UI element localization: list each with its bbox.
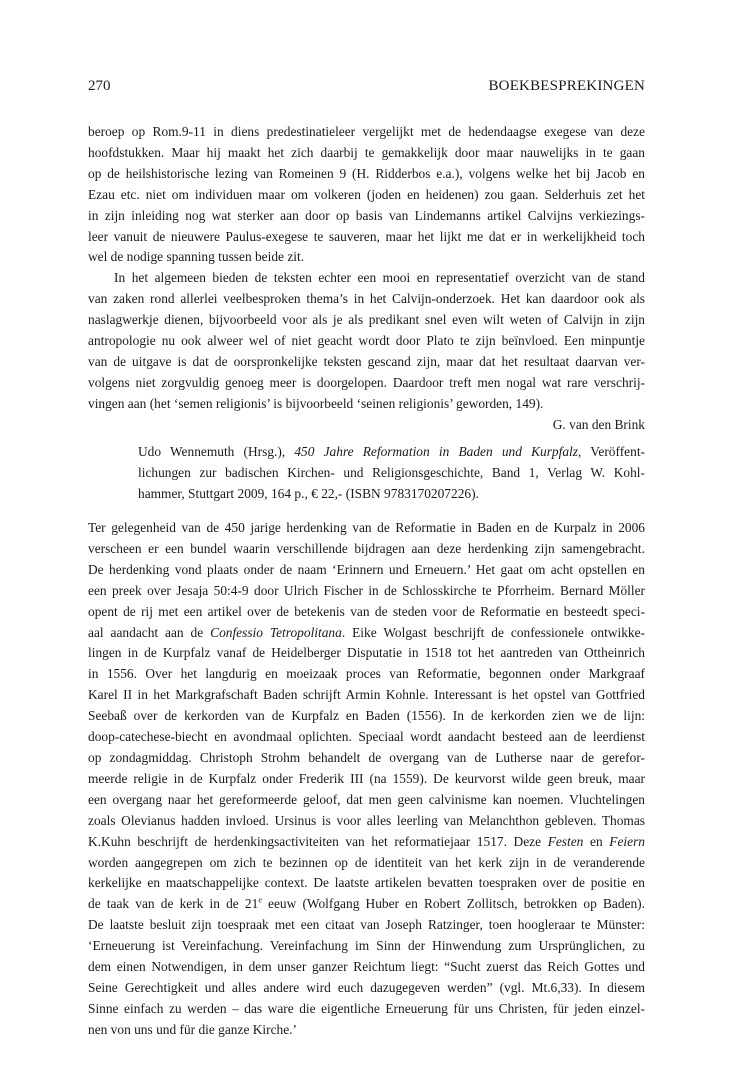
- text-segment: aal aandacht aan de: [88, 624, 211, 640]
- text-line: in zijn inleiding nog wat sterker aan door op basis van Lindemanns artikel Calvijns verkiezings-: [88, 207, 645, 223]
- text-line: Ezau etc. niet om individuen maar om volkeren (joden en heidenen) zou gaan. Selderhuis zet het: [88, 186, 645, 202]
- text-line: [88, 832, 645, 853]
- text-line: volgens niet zorgvuldig genoeg meer is doorgelopen. Daardoor treft men nogal wat rare verschrij-: [88, 374, 645, 390]
- text-line: kerkelijke en maatschappelijke context. De laatste artikelen bevatten toespraken over de positie en: [88, 875, 645, 891]
- text-line: [88, 894, 645, 915]
- text-line: van zaken rond allerlei veelbesproken thema’s in het Calvijn-onderzoek. Het kan daardoor ook als: [88, 291, 645, 307]
- text-line: ‘Erneuerung ist Vereinfachung. Vereinfachung im Sinn der Hinwendung zum Ursprünglichen, zu: [88, 938, 645, 954]
- italic-word: Festen: [547, 833, 584, 849]
- text-segment: K.Kuhn beschrijft de herdenkingsactiviteiten van het reformatiejaar 1517. Deze: [88, 833, 548, 849]
- text-line: van de uitgave is dat de oorspronkelijke teksten gescand zijn, maar dat het resultaat daarvan ver-: [88, 353, 645, 369]
- text-line: opent de rij met een artikel over de betekenis van de steden voor de Reformatie en besteedt speci-: [88, 603, 645, 619]
- reference-author: Udo Wennemuth (Hrsg.),: [138, 444, 295, 459]
- text-line: Seebaß over de kerkorden van de Kurpfalz en Baden (1556). In de kerkorden zien we de lijn:: [88, 708, 645, 724]
- text-line: antropologie nu ook alweer wel of niet geacht wordt door Plato te zijn beïnvloed. Een minpuntje: [88, 333, 645, 349]
- text-line: wel de nodige spanning tussen beide zit.: [88, 249, 305, 265]
- reference-line: hammer, Stuttgart 2009, 164 p., € 22,- (ISBN 9783170207226).: [138, 485, 479, 501]
- text-line: doop-catechese-biecht en avondmaal oplichten. Speciaal wordt aandacht besteed aan de leerdienst: [88, 729, 645, 745]
- text-segment: eeuw (Wolfgang Huber en Robert Zollitsch, betrokken op Baden).: [261, 896, 645, 912]
- italic-word: Feiern: [609, 833, 645, 849]
- review-1-paragraph-2: [88, 268, 645, 414]
- text-line: zoals Olevianus hadden invloed. Ursinus is voor alles leerling van Melanchthon gebleven. Thomas: [88, 812, 645, 828]
- reviewer-signature: G. van den Brink: [552, 416, 645, 432]
- text-line: verscheen er een bundel waarin verschillende bijdragen aan deze herdenking zijn samengebracht.: [88, 540, 645, 556]
- text-line: Seine Gerechtigkeit und alles andere wird euch dazugegeven werden” (vgl. Mt.6,33). In diesem: [88, 979, 645, 995]
- reference-line: [138, 442, 645, 463]
- text-line: Karel II in het Markgrafschaft Baden schrijft Armin Kohnle. Interessant is het opstel van Gottfried: [88, 687, 645, 703]
- review-2: [88, 518, 645, 1041]
- text-line: op zondagmiddag. Christoph Strohm behandelt de overgang van de Lutherse naar de gerefor-: [88, 749, 645, 765]
- text-line: De laatste besluit zijn toespraak met een citaat van Joseph Ratzinger, toen hoogleraar te Münster:: [88, 917, 645, 933]
- text-line: in 1556. Over het langdurig en moeizaak proces van Reformatie, begonnen onder Markgraaf: [88, 666, 645, 682]
- text-line: vingen aan (het ‘semen religionis’ is bijvoorbeeld ‘seinen religionis’ geworden, 149).: [88, 395, 544, 411]
- text-line: Sinne einfach zu werden – das ware die eigentliche Erneuerung für uns Christen, für jeden einzel-: [88, 1000, 645, 1016]
- book-reference: [138, 442, 645, 505]
- review-1-paragraph-1: [88, 122, 645, 268]
- superscript: e: [258, 895, 262, 905]
- reference-book-title: 450 Jahre Reformation in Baden und Kurpfalz: [294, 444, 578, 459]
- reference-series-start: , Veröffent-: [577, 444, 646, 459]
- text-line: naslagwerkje dienen, bijvoorbeeld voor als je als predikant snel even wilt weten of Calvijn in zijn: [88, 312, 645, 328]
- text-line: een overgang naar het gereformeerde geloof, dat men geen calvinisme kan noemen. Vluchtelingen: [88, 791, 645, 807]
- text-line: Ter gelegenheid van de 450 jarige herdenking van de Reformatie in Baden en de Kurpalz in 2006: [88, 520, 645, 535]
- text-line: In het algemeen bieden de teksten echter een mooi en representatief overzicht van de stand: [114, 270, 645, 286]
- page-number: 270: [88, 78, 111, 94]
- reference-line: lichungen zur badischen Kirchen- und Religionsgeschichte, Band 1, Verlag W. Kohl-: [138, 464, 645, 480]
- text-line: dem einen Notwendigen, in dem unser ganzer Reichtum liegt: “Sucht zuerst das Reich Gottes und: [88, 959, 645, 975]
- running-title: BOEKBESPREKINGEN: [488, 78, 645, 94]
- text-line: op de heilshistorische lezing van Romeinen 9 (H. Ridderbos e.a.), volgens welke het bij Jacob en: [88, 165, 645, 181]
- text-line: worden aangegrepen om zich te bezinnen op de identiteit van het kerk zijn in de veranderende: [88, 854, 645, 870]
- page-header: [88, 78, 645, 100]
- text-line: [88, 623, 645, 644]
- italic-title: Confessio Tetropolitana: [210, 624, 342, 640]
- review-1: [88, 122, 645, 436]
- text-line: hoofdstukken. Maar hij maakt het zich daarbij te gemakkelijk door maar nauwelijks in te gaan: [88, 144, 645, 160]
- text-line: lingen in de Kurpfalz vanaf de Heidelberger Disputatie in 1518 tot het aantreden van Ottheinrich: [88, 645, 645, 661]
- text-line: beroep op Rom.9-11 in diens predestinatieleer vergelijkt met de hedendaagse exegese van deze: [88, 124, 645, 139]
- text-line: een preek over Jesaja 50:4-9 door Ulrich Fischer in de Schlosskirche te Pforrheim. Bernard Möller: [88, 582, 645, 598]
- text-line: De herdenking vond plaats onder de naam ‘Erinnern und Erneuern.’ Het gaat om acht opstellen en: [88, 561, 645, 577]
- text-segment: en: [583, 833, 610, 849]
- text-line: meerde religie in de Kurpfalz onder Frederik III (na 1559). De keurvorst wilde geen breuk, maar: [88, 770, 645, 786]
- text-line: nen von uns und für die ganze Kirche.’: [88, 1021, 297, 1037]
- text-line: leer vanuit de nieuwere Paulus-exegese te sauveren, maar het lijkt me dat er in werkelijkheid toch: [88, 228, 645, 244]
- text-segment: de taak van de kerk in de 21: [88, 896, 259, 912]
- text-segment: . Eike Wolgast beschrijft de confessionele ontwikke-: [341, 624, 645, 640]
